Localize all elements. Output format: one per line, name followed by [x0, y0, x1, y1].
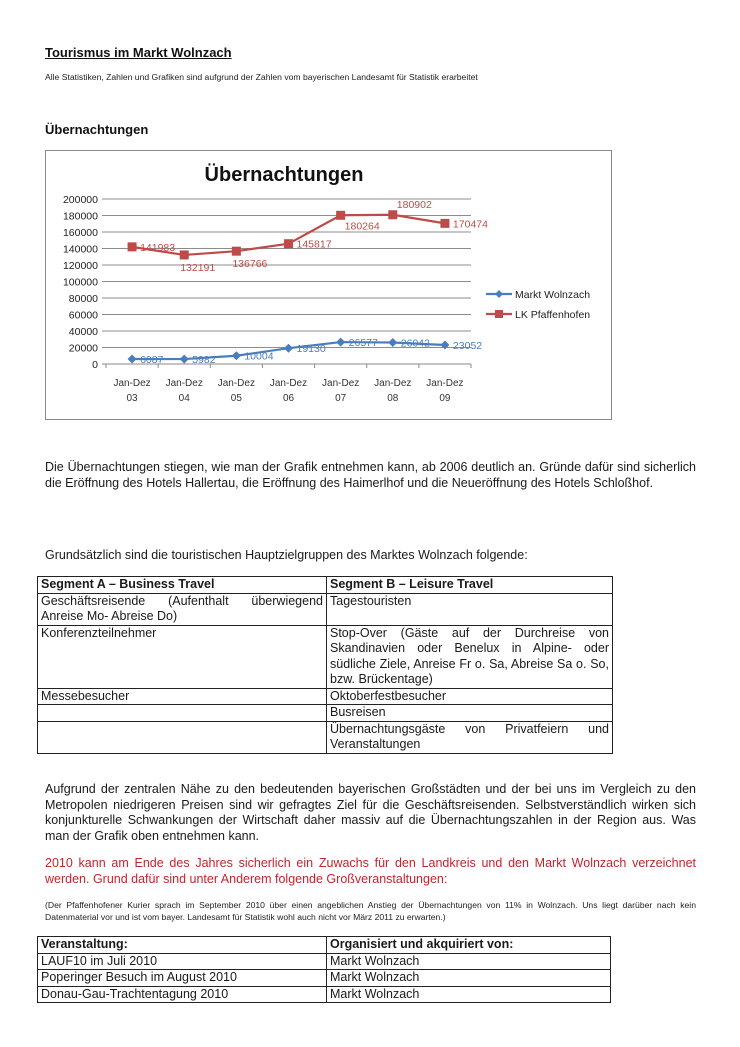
legend-square-marker [495, 310, 503, 318]
x-tick-label: Jan-Dez [113, 378, 151, 389]
table-cell [38, 721, 327, 753]
paragraph-growth: Die Übernachtungen stiegen, wie man der Grafik entnehmen kann, ab 2006 deutlich an. Gründe dafür sind sicherlich die Eröffnung des Hotels Hallertau, die Eröffnung des Haimerlhof und die Neueröffnung des Hotels Schloßhof. [45, 460, 696, 490]
events-table [37, 936, 611, 1003]
square-marker [336, 211, 345, 220]
table-row [38, 593, 613, 625]
legend-label: LK Pfaffenhofen [515, 309, 591, 321]
table-row [38, 705, 613, 722]
paragraph-business-travel: Aufgrund der zentralen Nähe zu den bedeutenden bayerischen Großstädten und der bei uns im Vergleich zu den Metropolen niedrigeren Preisen sind wir gefragtes Ziel für die Geschäftsreisenden. Selbstverständlich wirken sich konjunkturelle Schwankungen der Wirtschaft daher massiv auf die Übernachtungszahlen in der Region aus. Was man der Grafik oben entnehmen kann. [45, 782, 696, 843]
table-cell: Markt Wolnzach [327, 970, 611, 987]
table-cell: Oktoberfestbesucher [327, 688, 613, 705]
data-label: 180264 [344, 220, 380, 233]
table-cell: Poperinger Besuch im August 2010 [38, 970, 327, 987]
table-row [38, 970, 611, 987]
diamond-marker [388, 338, 397, 347]
table-cell [38, 705, 327, 722]
data-label: 10004 [244, 350, 274, 363]
diamond-marker [284, 344, 293, 353]
y-tick-label: 60000 [68, 309, 98, 322]
y-tick-label: 20000 [68, 342, 98, 355]
data-label: 6087 [140, 353, 164, 366]
diamond-marker [180, 355, 189, 364]
diamond-marker [336, 338, 345, 347]
x-tick-label: 04 [178, 393, 190, 404]
table-cell: Busreisen [327, 705, 613, 722]
table-cell: Stop-Over (Gäste auf der Durchreise von Skandinavien oder Benelux in Alpine- oder südliche Ziele, Anreise Fr o. Sa, Abreise Sa o. So, bzw. Brückentage) [327, 625, 613, 688]
x-tick-label: Jan-Dez [322, 378, 360, 389]
legend-label: Markt Wolnzach [515, 289, 591, 301]
table-row [38, 625, 613, 688]
square-marker [284, 239, 293, 248]
x-tick-label: Jan-Dez [374, 378, 412, 389]
y-tick-label: 180000 [62, 210, 98, 223]
y-tick-label: 120000 [62, 260, 98, 272]
paragraph-target-groups: Grundsätzlich sind die touristischen Hauptzielgruppen des Marktes Wolnzach folgende: [45, 548, 528, 562]
square-marker [232, 247, 241, 256]
press-note: (Der Pfaffenhofener Kurier sprach im September 2010 über einen angeblichen Anstieg der Übernachtungen von 11% in Wolnzach. Uns liegt darüber nach kein Datenmaterial vor und ist vom bayer. Landesamt für Statistik wohl auch nicht vor März 2011 zu erwarten.) [45, 900, 696, 922]
data-label: 136766 [232, 258, 268, 271]
diamond-marker [232, 351, 241, 360]
table-header: Veranstaltung: [38, 937, 327, 954]
square-marker [180, 250, 189, 259]
paragraph-2010-outlook: 2010 kann am Ende des Jahres sicherlich ein Zuwachs für den Landkreis und den Markt Wolnzach verzeichnet werden. Grund dafür sind unter Anderem folgende Großveranstaltungen: [45, 856, 696, 886]
table-header: Segment B – Leisure Travel [327, 577, 613, 594]
square-marker [388, 210, 397, 219]
document-title: Tourismus im Markt Wolnzach [45, 45, 232, 60]
chart-canvas [46, 151, 611, 419]
table-header: Segment A – Business Travel [38, 577, 327, 594]
y-tick-label: 0 [92, 359, 98, 371]
table-cell: Markt Wolnzach [327, 953, 611, 970]
table-cell: Geschäftsreisende (Aufenthalt überwiegend Anreise Mo- Abreise Do) [38, 593, 327, 625]
table-header-row [38, 577, 613, 594]
x-tick-label: 08 [387, 393, 399, 404]
table-cell: Übernachtungsgäste von Privatfeiern und Veranstaltungen [327, 721, 613, 753]
chart-title: Übernachtungen [204, 164, 364, 186]
y-tick-label: 140000 [62, 243, 98, 256]
table-cell: Konferenzteilnehmer [38, 625, 327, 688]
x-tick-label: 06 [282, 393, 295, 404]
x-tick-label: 03 [126, 393, 138, 404]
legend-diamond-marker [495, 290, 503, 298]
data-label: 170474 [452, 218, 488, 231]
document-subtitle: Alle Statistiken, Zahlen und Grafiken sind aufgrund der Zahlen vom bayerischen Landesamt für Statistik erarbeitet [45, 72, 478, 82]
y-tick-label: 80000 [68, 293, 98, 305]
y-tick-label: 100000 [62, 276, 98, 289]
overnight-stays-chart [45, 150, 612, 420]
segments-table [37, 576, 613, 754]
x-tick-label: Jan-Dez [217, 378, 255, 389]
table-header: Organisiert und akquiriert von: [327, 937, 611, 954]
table-cell: Messebesucher [38, 688, 327, 705]
data-label: 23052 [452, 339, 483, 352]
data-label: 19130 [296, 343, 326, 356]
data-label: 132191 [180, 261, 216, 274]
data-label: 141983 [140, 241, 176, 254]
data-label: 26577 [348, 337, 378, 350]
table-row [38, 721, 613, 753]
table-cell: LAUF10 im Juli 2010 [38, 953, 327, 970]
y-tick-label: 40000 [68, 326, 98, 338]
table-cell: Markt Wolnzach [327, 986, 611, 1003]
x-tick-label: 09 [439, 393, 451, 404]
x-tick-label: Jan-Dez [426, 378, 464, 389]
diamond-marker [128, 354, 137, 363]
square-marker [440, 219, 449, 228]
data-label: 26042 [400, 337, 430, 350]
x-tick-label: Jan-Dez [269, 378, 308, 389]
table-cell: Donau-Gau-Trachtentagung 2010 [38, 986, 327, 1003]
table-row [38, 986, 611, 1003]
table-header-row [38, 937, 611, 954]
section-heading: Übernachtungen [45, 122, 149, 137]
data-label: 180902 [396, 198, 432, 211]
y-tick-label: 160000 [62, 227, 98, 239]
square-marker [128, 242, 137, 251]
table-row [38, 688, 613, 705]
x-tick-label: Jan-Dez [165, 378, 203, 389]
table-cell: Tagestouristen [327, 593, 613, 625]
x-tick-label: 07 [335, 393, 347, 404]
data-label: 145817 [296, 238, 332, 251]
diamond-marker [440, 340, 449, 349]
y-tick-label: 200000 [62, 194, 98, 206]
x-tick-label: 05 [230, 393, 242, 404]
data-label: 5982 [192, 354, 216, 367]
table-row [38, 953, 611, 970]
